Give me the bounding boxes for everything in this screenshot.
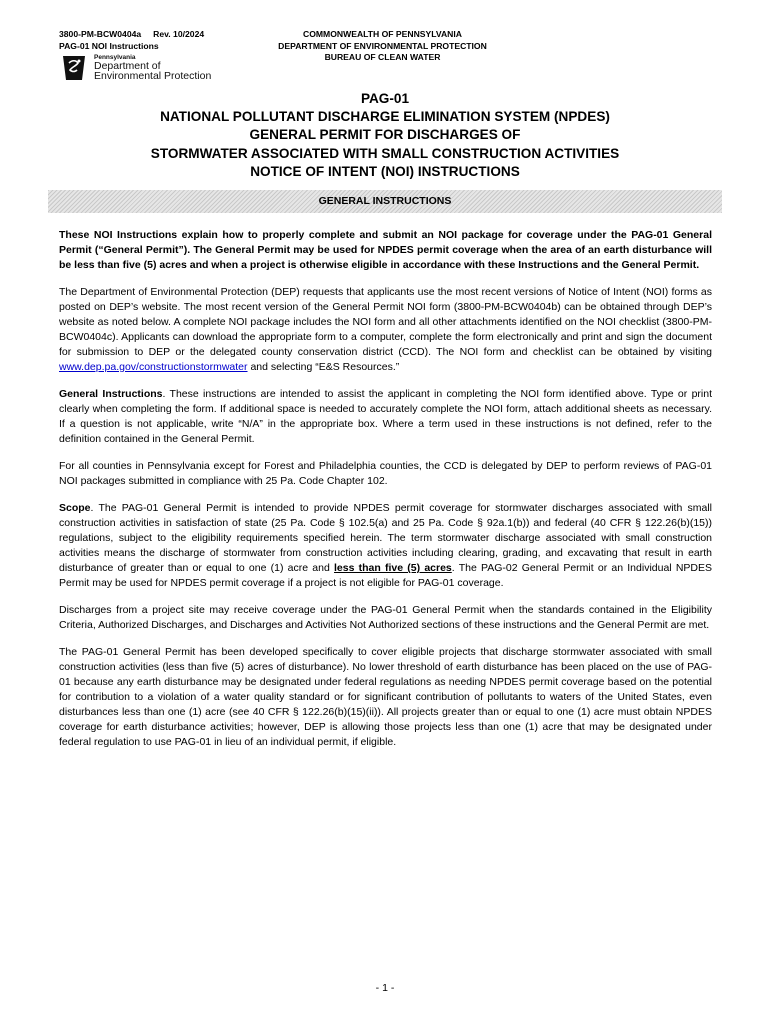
acreage-emphasis: less than five (5) acres: [334, 562, 452, 574]
section-heading-bar: [48, 190, 722, 213]
agency-line-3: BUREAU OF CLEAN WATER: [324, 52, 441, 62]
instructions-label: PAG-01 NOI Instructions: [59, 40, 159, 51]
form-revision: Rev. 10/2024: [153, 29, 205, 39]
eligibility-paragraph: Discharges from a project site may receive coverage under the PAG-01 General Permit when the standards contained in the Eligibility Criteria, Authorized Discharges, and Discharges and Activities Not Authorized sections of these instructions and the General Permit are met.: [59, 604, 712, 631]
form-code: 3800-PM-BCW0404a: [59, 29, 142, 39]
agency-header: [240, 29, 525, 64]
title-line-4: STORMWATER ASSOCIATED WITH SMALL CONSTRUCTION ACTIVITIES: [150, 145, 620, 161]
document-title: [40, 90, 730, 181]
construction-stormwater-link[interactable]: www.dep.pa.gov/constructionstormwater: [59, 361, 248, 373]
dep-logo: [60, 54, 220, 84]
logo-state: Pennsylvania: [94, 54, 136, 61]
keystone-icon: [60, 54, 88, 82]
logo-wordmark: [94, 54, 211, 81]
logo-line-1: Department of: [94, 60, 161, 72]
scope-paragraph: Scope. The PAG-01 General Permit is intended to provide NPDES permit coverage for stormwater discharges associated with small construction activities in satisfaction of state (25 Pa. Code § 102.5(a) and 25 Pa. Code § 92a.1(b)) and federal (40 CFR § 122.26(b)(15)) regulations, subject to the eligibility requirements specified herein. The term stormwater discharge associated with small construction activities means the discharge of stormwater from construction activities including clearing, grading, and excavating that result in earth disturbance of greater than or equal to one (1) acre and less than five (5) acres. The PAG-02 General Permit or an Individual NPDES Permit may be used for NPDES permit coverage if a project is not eligible for PAG-01 coverage.: [59, 502, 713, 589]
general-instructions-paragraph: General Instructions. These instructions are intended to assist the applicant in completing the NOI form identified above. Type or print clearly when completing the form. If additional space is needed to accurately complete the NOI form, attach additional sheets as necessary. If a question is not applicable, write “N/A” in the appropriate box. Where a term used in these instructions is not defined, refer to the definition contained in the General Permit.: [59, 388, 712, 445]
section-heading: GENERAL INSTRUCTIONS: [318, 195, 452, 207]
general-instructions-label: General Instructions: [59, 388, 163, 400]
logo-line-2: Environmental Protection: [94, 69, 212, 82]
dep-forms-paragraph: The Department of Environmental Protection (DEP) requests that applicants use the most recent versions of Notice of Intent (NOI) forms as posted on DEP’s website. The most recent version of the General Permit NOI form (3800-PM-BCW0404b) can be obtained through DEP’s website as noted below. A complete NOI package includes the NOI form and all other attachments identified on the NOI checklist (3800-PM-BCW0404c). Applicants can download the appropriate form to a computer, complete the form electronically and print and sign the document for submission to DEP or the delegated county conservation district (CCD). The NOI form and checklist can be obtained by visiting www.dep.pa.gov/constructionstormwater and selecting “E&S Resources.”: [59, 286, 712, 373]
title-line-1: PAG-01: [360, 91, 410, 106]
page-number: - 1 -: [375, 982, 395, 994]
counties-paragraph: For all counties in Pennsylvania except for Forest and Philadelphia counties, the CCD is delegated by DEP to perform reviews of PAG-01 NOI packages submitted in compliance with 25 Pa. Code Chapter 102.: [59, 460, 712, 487]
title-line-3: GENERAL PERMIT FOR DISCHARGES OF: [249, 127, 521, 143]
intro-paragraph: These NOI Instructions explain how to properly complete and submit an NOI package for coverage under the PAG-01 General Permit (“General Permit”). The General Permit may be used for NPDES permit coverage when the area of an earth disturbance will be less than five (5) acres and when a project is otherwise eligible in accordance with these Instructions and the General Permit.: [59, 229, 712, 271]
scope-label: Scope: [59, 502, 91, 514]
title-line-2: NATIONAL POLLUTANT DISCHARGE ELIMINATION SYSTEM (NPDES): [160, 109, 610, 125]
agency-line-1: COMMONWEALTH OF PENNSYLVANIA: [303, 29, 462, 39]
threshold-paragraph: The PAG-01 General Permit has been developed specifically to cover eligible projects that discharge stormwater associated with small construction activities (less than five (5) acres of disturbance). No lower threshold of earth disturbance has been placed on the use of PAG-01 because any earth disturbance may be designated under federal regulations as needing NPDES permit coverage based on the potential for contribution to a violation of a water quality standard or for significant contribution of pollutants to waters of the United States, even disturbances less than one (1) acre (see 40 CFR § 122.26(b)(15)(ii)). All projects greater than or equal to one (1) acre must obtain NPDES coverage for earth disturbance activities; however, DEP is allowing those projects less than one (1) acre that may be designated under federal regulation to use PAG-01 in lieu of an individual permit, if eligible.: [59, 646, 712, 748]
instructions-body: [59, 228, 712, 762]
form-identifier-block: [59, 29, 204, 52]
title-line-5: NOTICE OF INTENT (NOI) INSTRUCTIONS: [250, 163, 520, 179]
agency-line-2: DEPARTMENT OF ENVIRONMENTAL PROTECTION: [278, 40, 487, 51]
